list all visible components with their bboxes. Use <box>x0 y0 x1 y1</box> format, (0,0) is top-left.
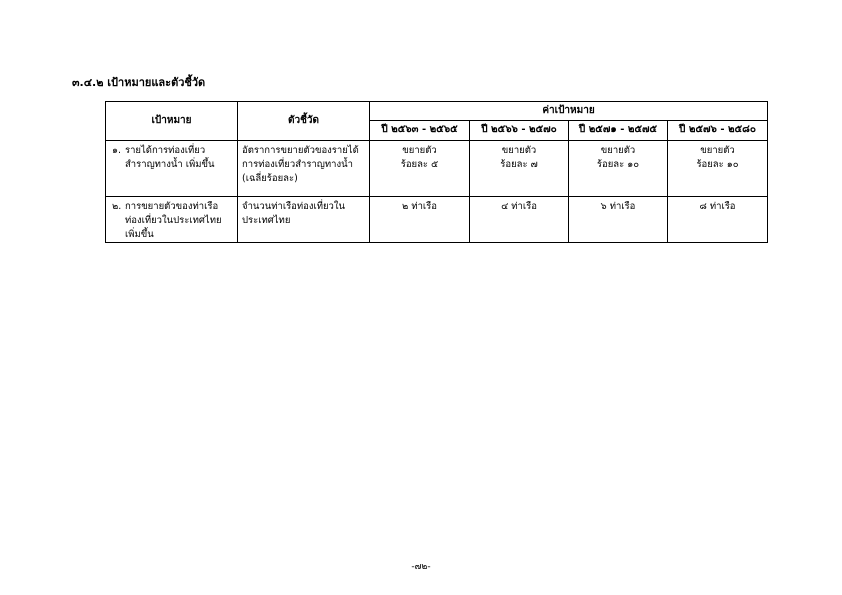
table-row <box>106 197 768 243</box>
target-text: ๘ ท่าเรือ <box>699 201 736 212</box>
goal-text: รายได้การท่องเที่ยว <box>125 145 206 156</box>
target-text: ๔ ท่าเรือ <box>501 201 537 212</box>
header-target: ค่าเป้าหมาย <box>370 102 768 121</box>
target-cell <box>569 197 668 243</box>
target-cell <box>470 197 569 243</box>
header-indicator: ตัวชี้วัด <box>238 102 370 141</box>
target-text: ขยายตัว <box>501 145 537 156</box>
indicator-text: การท่องเที่ยวสำราญทางน้ำ <box>242 159 353 170</box>
target-text: ขยายตัว <box>600 145 636 156</box>
header-year: ปี ๒๕๗๖ - ๒๕๘๐ <box>668 120 768 140</box>
indicator-text: จำนวนท่าเรือท่องเที่ยวใน <box>242 201 346 212</box>
target-text: ร้อยละ ๑๐ <box>696 159 739 170</box>
indicator-text: ประเทศไทย <box>242 215 291 226</box>
goal-text: ท่องเที่ยวในประเทศไทย <box>125 215 222 226</box>
target-cell <box>370 141 470 197</box>
goal-number: ๒. <box>112 201 122 212</box>
table-row <box>106 141 768 197</box>
header-year: ปี ๒๕๗๑ - ๒๕๗๕ <box>569 120 668 140</box>
target-text: ขยายตัว <box>700 145 735 156</box>
indicator-text: (เฉลี่ยร้อยละ) <box>242 173 298 184</box>
goal-number: ๑. <box>112 145 122 156</box>
goal-text: เพิ่มขึ้น <box>125 229 154 240</box>
indicator-cell <box>238 141 370 197</box>
page-number: -๗๒- <box>411 562 431 572</box>
target-cell <box>668 197 768 243</box>
target-text: ร้อยละ ๑๐ <box>596 159 640 170</box>
target-text: ๒ ท่าเรือ <box>402 201 437 212</box>
target-cell <box>569 141 668 197</box>
target-cell <box>370 197 470 243</box>
goal-text: สำราญทางน้ำ เพิ่มขึ้น <box>125 159 215 170</box>
header-year: ปี ๒๕๖๖ - ๒๕๗๐ <box>470 120 569 140</box>
section-heading: ๓.๔.๒ เป้าหมายและตัวชี้วัด <box>72 76 206 89</box>
indicator-text: อัตราการขยายตัวของรายได้ <box>242 145 359 156</box>
goal-text: การขยายตัวของท่าเรือ <box>125 201 219 212</box>
target-text: ขยายตัว <box>402 145 437 156</box>
header-year: ปี ๒๕๖๓ - ๒๕๖๕ <box>370 120 470 140</box>
target-text: ร้อยละ ๗ <box>500 159 538 170</box>
target-text: ๖ ท่าเรือ <box>600 201 636 212</box>
header-goal: เป้าหมาย <box>106 102 238 141</box>
indicator-cell <box>238 197 370 243</box>
target-cell <box>668 141 768 197</box>
table-header-row <box>106 102 768 121</box>
target-text: ร้อยละ ๕ <box>400 159 439 170</box>
goal-cell <box>106 197 238 243</box>
target-cell <box>470 141 569 197</box>
goal-cell <box>106 141 238 197</box>
targets-table <box>105 101 768 243</box>
